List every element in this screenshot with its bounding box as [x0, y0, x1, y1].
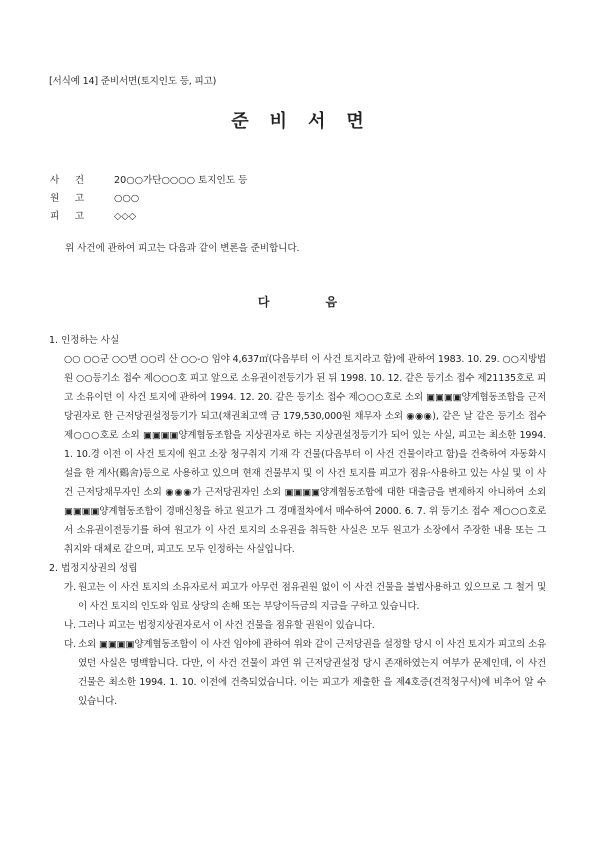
- section-heading: 다음: [257, 295, 394, 309]
- item-text: 원고는 이 사건 토지의 소유자로서 피고가 아무런 점유권원 없이 이 사건 건물을 불법사용하고 있으므로 그 철거 및 이 사건 토지의 인도와 임료 상당의 손해 또는 부당이득금의 지급을 구하고 있습니다.: [78, 582, 546, 612]
- plaintiff-key-char-1: 원: [50, 193, 60, 204]
- defendant-key-char-1: 피: [50, 211, 60, 222]
- item-marker: 나.: [64, 620, 77, 631]
- section-1-paragraph: ○○ ○○군 ○○면 ○○리 산 ○○-○ 임야 4,637㎡(다음부터 이 사건 토지라고 함)에 관하여 1983. 10. 29. ○○지방법원 ○○등기소 접수 제○○○호 피고 앞으로 소유권이전등기가 된 뒤 1998. 10. 12. 같은 등기소 접수 제21135호로 피고 소유이던 이 사건 토지에 관하여 1994. 12. 20. 같은 등기소 접수 제○○○호로 소외 ▣▣▣▣양계협동조합을 근저당권자로 한 근저당권설정등기가 되고(채권최고액 금 179,530,000원 채무자 소외 ◉◉◉), 같은 날 같은 등기소 접수 제○○○호로 소외 ▣▣▣▣양계협동조합을 지상권자로 하는 지상권설정등기가 되어 있는 사실, 피고는 최소한 1994. 1. 10.경 이전 이 사건 토지에 원고 소장 청구취지 기재 각 건물(다음부터 이 사건 건물이라고 함)을 건축하여 자동화시설을 한 계사(鷄舍)등으로 사용하고 있으며 현재 건물부지 및 이 사건 토지를 피고가 점유·사용하고 있는 사실 및 이 사건 근저당채무자인 소외 ◉◉◉가 근저당권자인 소외 ▣▣▣▣양계협동조합에 대한 대출금을 변제하지 아니하여 소외 ▣▣▣▣양계협동조합이 경매신청을 하고 원고가 그 경매절차에서 매수하여 2000. 6. 7. 위 등기소 접수 제○○○호로서 소유권이전등기를 하여 원고가 이 사건 토지의 소유권을 취득한 사실은 모두 원고가 소장에서 주장한 내용 또는 그 취지와 대체로 같으며, 피고도 모두 인정하는 사실입니다.: [64, 354, 546, 555]
- plaintiff-info-value: ○○○: [114, 193, 140, 204]
- form-label: [서식예 14] 준비서면(토지인도 등, 피고): [49, 76, 217, 87]
- case-info-row-plaintiff: [50, 190, 247, 208]
- intro-statement: 위 사건에 관하여 피고는 다음과 같이 변론을 준비합니다.: [65, 243, 300, 254]
- item-marker: 가.: [64, 582, 77, 593]
- defendant-key-char-2: 고: [74, 211, 84, 222]
- plaintiff-info-key: [50, 190, 84, 208]
- defendant-info-key: [50, 208, 84, 226]
- section-2-item: [64, 635, 546, 711]
- item-text: 그러나 피고는 법정지상권자로서 이 사건 건물을 점유할 권원이 있습니다.: [78, 620, 375, 631]
- case-info-row-defendant: [50, 208, 247, 226]
- case-info-row-case: [50, 172, 247, 190]
- section-2-item: [64, 616, 546, 635]
- item-marker: 다.: [64, 639, 77, 650]
- case-info-key: [50, 172, 84, 190]
- document-title: 준비서면: [231, 111, 385, 132]
- case-info: [50, 172, 247, 226]
- section-2-title: 2. 법정지상권의 성립: [49, 563, 138, 574]
- defendant-info-value: ◇◇◇: [114, 211, 137, 222]
- case-info-value: 20○○가단○○○○ 토지인도 등: [114, 175, 248, 186]
- section-2-item: [64, 578, 546, 616]
- case-key-char-2: 건: [74, 175, 84, 186]
- item-text: 소외 ▣▣▣▣양계협동조합이 이 사건 임야에 관하여 위와 같이 근저당권을 설정할 당시 이 사건 토지가 피고의 소유였던 사실은 명백합니다. 다만, 이 사건 건물이 과연 위 근저당권설정 당시 존재하였는지 여부가 문제인데, 이 사건 건물은 최소한 1994. 1. 10. 이전에 건축되었습니다. 이는 피고가 제출한 을 제4호증(견적청구서)에 비추어 알 수 있습니다.: [78, 639, 546, 707]
- plaintiff-key-char-2: 고: [74, 193, 84, 204]
- case-key-char-1: 사: [50, 175, 60, 186]
- section-1-title: 1. 인정하는 사실: [49, 335, 120, 346]
- document-body: [49, 331, 546, 711]
